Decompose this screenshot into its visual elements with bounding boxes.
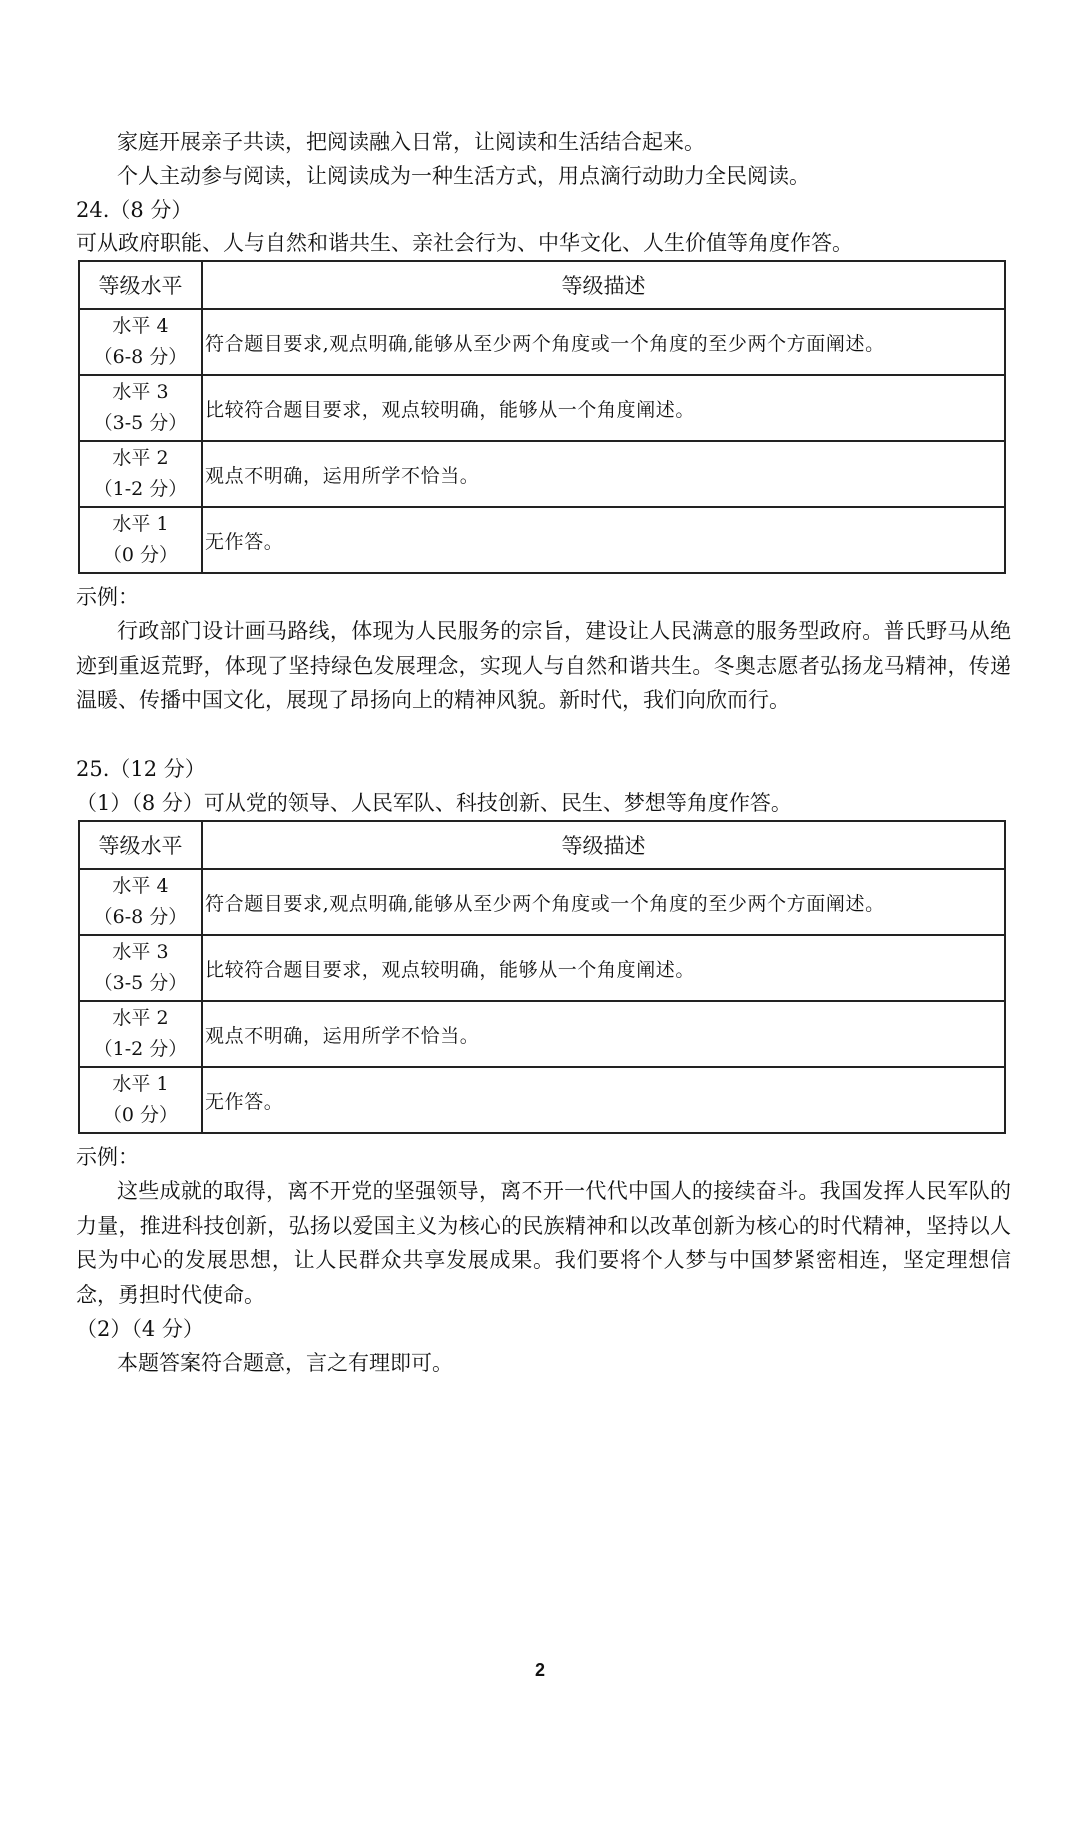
level-name: 水平 2 (112, 1007, 169, 1029)
description-cell: 观点不明确，运用所学不恰当。 (202, 1001, 1005, 1067)
level-score: （6-8 分） (93, 346, 188, 368)
level-cell (79, 935, 202, 1001)
level-name: 水平 1 (112, 1073, 169, 1095)
level-score: （3-5 分） (93, 972, 188, 994)
header-level: 等级水平 (79, 821, 202, 869)
header-description: 等级描述 (202, 261, 1005, 309)
table-row (79, 1067, 1005, 1133)
level-cell (79, 1067, 202, 1133)
q24-example-label: 示例： (76, 585, 139, 609)
header-description: 等级描述 (202, 821, 1005, 869)
description-cell: 比较符合题目要求，观点较明确，能够从一个角度阐述。 (202, 935, 1005, 1001)
description-cell: 符合题目要求,观点明确,能够从至少两个角度或一个角度的至少两个方面阐述。 (202, 309, 1005, 375)
q24-instruction: 可从政府职能、人与自然和谐共生、亲社会行为、中华文化、人生价值等角度作答。 (76, 231, 853, 255)
level-cell (79, 869, 202, 935)
table-header-row (79, 261, 1005, 309)
q25-part2-text: 本题答案符合题意，言之有理即可。 (117, 1351, 453, 1375)
q25-example-label: 示例： (76, 1145, 139, 1169)
table-header-row (79, 821, 1005, 869)
q24-grading-table (78, 260, 1006, 574)
page-number: 2 (534, 1660, 545, 1680)
level-score: （1-2 分） (93, 478, 188, 500)
level-cell (79, 507, 202, 573)
description-cell: 无作答。 (202, 1067, 1005, 1133)
q24-example-text: 行政部门设计画马路线，体现为人民服务的宗旨，建设让人民满意的服务型政府。普氏野马从绝迹到重返荒野，体现了坚持绿色发展理念，实现人与自然和谐共生。冬奥志愿者弘扬龙马精神，传递温暖、传播中国文化，展现了昂扬向上的精神风貌。新时代，我们向欣而行。 (76, 619, 1011, 712)
intro-line-1: 家庭开展亲子共读，把阅读融入日常，让阅读和生活结合起来。 (117, 130, 705, 154)
level-score: （0 分） (102, 544, 179, 566)
header-level: 等级水平 (79, 261, 202, 309)
intro-line-2: 个人主动参与阅读，让阅读成为一种生活方式，用点滴行动助力全民阅读。 (117, 164, 810, 188)
level-name: 水平 1 (112, 513, 169, 535)
level-score: （0 分） (102, 1104, 179, 1126)
level-cell (79, 441, 202, 507)
table-row (79, 309, 1005, 375)
q25-example-text: 这些成就的取得，离不开党的坚强领导，离不开一代代中国人的接续奋斗。我国发挥人民军队的力量，推进科技创新，弘扬以爱国主义为核心的民族精神和以改革创新为核心的时代精神，坚持以人民为中心的发展思想，让人民群众共享发展成果。我们要将个人梦与中国梦紧密相连，坚定理想信念，勇担时代使命。 (76, 1179, 1011, 1307)
level-name: 水平 3 (112, 941, 169, 963)
table-row (79, 869, 1005, 935)
q25-part2-heading: （2）（4 分） (76, 1317, 204, 1341)
table-row (79, 935, 1005, 1001)
q25-heading: 25.（12 分） (76, 757, 206, 781)
table-row (79, 507, 1005, 573)
description-cell: 符合题目要求,观点明确,能够从至少两个角度或一个角度的至少两个方面阐述。 (202, 869, 1005, 935)
table-row (79, 441, 1005, 507)
description-cell: 比较符合题目要求，观点较明确，能够从一个角度阐述。 (202, 375, 1005, 441)
table-row (79, 1001, 1005, 1067)
q25-part1-instruction: （1）（8 分）可从党的领导、人民军队、科技创新、民生、梦想等角度作答。 (76, 791, 792, 815)
level-cell (79, 375, 202, 441)
table-row (79, 375, 1005, 441)
description-cell: 无作答。 (202, 507, 1005, 573)
q25-grading-table (78, 820, 1006, 1134)
level-score: （3-5 分） (93, 412, 188, 434)
description-cell: 观点不明确，运用所学不恰当。 (202, 441, 1005, 507)
level-cell (79, 1001, 202, 1067)
level-name: 水平 4 (112, 315, 169, 337)
level-name: 水平 4 (112, 875, 169, 897)
level-score: （1-2 分） (93, 1038, 188, 1060)
level-name: 水平 3 (112, 381, 169, 403)
level-name: 水平 2 (112, 447, 169, 469)
level-score: （6-8 分） (93, 906, 188, 928)
level-cell (79, 309, 202, 375)
q24-heading: 24.（8 分） (76, 198, 193, 222)
